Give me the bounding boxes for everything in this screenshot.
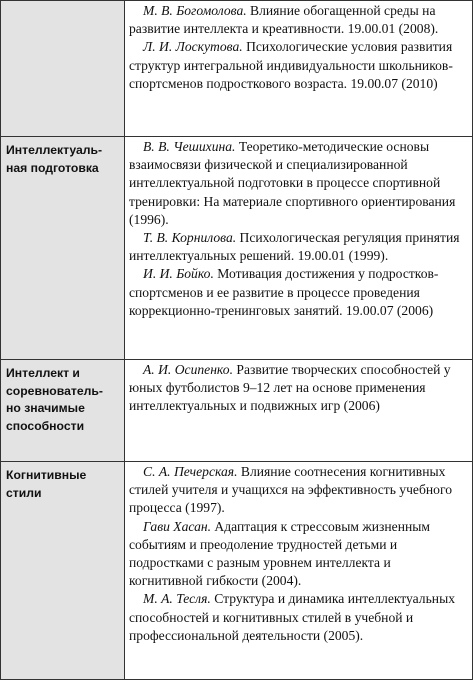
table-row — [1, 137, 473, 360]
table-row — [1, 462, 473, 680]
reference-entry — [129, 590, 466, 645]
topic-label: но значимые — [6, 401, 85, 415]
topic-label: стили — [6, 485, 42, 500]
reference-text: Теоретико-методические основы взаимосвязи физической и специализированной интеллектуальной подготовки в процессе спортивной тренировки: На материале спортивного ориентирования (1996). — [129, 139, 456, 227]
reference-text: Структура и динамика интеллектуальных способностей и когнитивных стилей в учебной и профессиональной деятельности (2005). — [129, 591, 455, 643]
topic-label: Интеллектуаль- — [6, 143, 103, 157]
references-cell — [125, 1, 473, 137]
reference-text: Мотивация достижения у подростков-спортсменов и ее развитие в процессе проведения коррекционно-тренинговых занятий. 19.00.07 (2006) — [129, 266, 439, 318]
reference-text: Влияние соотнесения когнитивных стилей учителя и учащихся на эффективность учебного процесса (1997). — [129, 464, 452, 516]
reference-author: М. В. Богомолова. — [143, 3, 247, 18]
reference-author: В. В. Чешихина. — [143, 139, 236, 154]
topic-label: Когнитивные — [6, 468, 87, 482]
references-cell — [125, 360, 473, 462]
topic-cell — [1, 137, 125, 360]
topic-cell — [1, 360, 125, 462]
reference-entry — [129, 265, 466, 320]
reference-text: Психологическая регуляция принятия интеллектуальных решений. 19.00.01 (1999). — [129, 230, 460, 264]
reference-author: М. А. Тесля. — [143, 591, 211, 607]
reference-author: Гави Хасан. — [143, 518, 212, 534]
topic-label: Интеллект и — [6, 366, 80, 380]
reference-author: С. А. Печерская. — [143, 464, 238, 479]
reference-author: А. И. Осипенко. — [143, 362, 233, 377]
reference-text: Адаптация к стрессовым жизненным событиям и преодоление трудностей детьми и подростками с разным уровнем интеллекта и когнитивной гибкости (2004). — [129, 518, 430, 589]
table-row — [1, 1, 473, 137]
reference-text: Развитие творческих способностей у юных футболистов 9–12 лет на основе применения интеллектуальных и подвижных игр (2006) — [129, 362, 451, 414]
reference-text: Психологические условия развития структур интегральной индивидуальности школьников-спортсменов подросткового возраста. 19.00.07 (2010) — [129, 39, 453, 91]
reference-entry — [129, 463, 466, 518]
reference-author: Т. В. Корнилова. — [143, 230, 237, 246]
reference-entry — [129, 2, 466, 38]
topic-label: соревнователь- — [6, 383, 103, 398]
references-cell — [125, 137, 473, 360]
reference-entry — [129, 518, 466, 591]
topic-cell — [1, 1, 125, 137]
topic-label: способности — [6, 418, 85, 433]
reference-entry — [129, 361, 466, 416]
reference-entry — [129, 229, 466, 265]
topic-label: ная подготовка — [6, 160, 99, 175]
topic-cell — [1, 462, 125, 680]
reference-text: Влияние обогащенной среды на развитие интеллекта и креативности. 19.00.01 (2008). — [129, 3, 439, 37]
reference-entry — [129, 138, 466, 229]
reference-author: И. И. Бойко. — [143, 266, 214, 282]
reference-author: Л. И. Лоскутова. — [143, 39, 243, 55]
reference-entry — [129, 38, 466, 93]
table-row — [1, 360, 473, 462]
references-cell — [125, 462, 473, 680]
